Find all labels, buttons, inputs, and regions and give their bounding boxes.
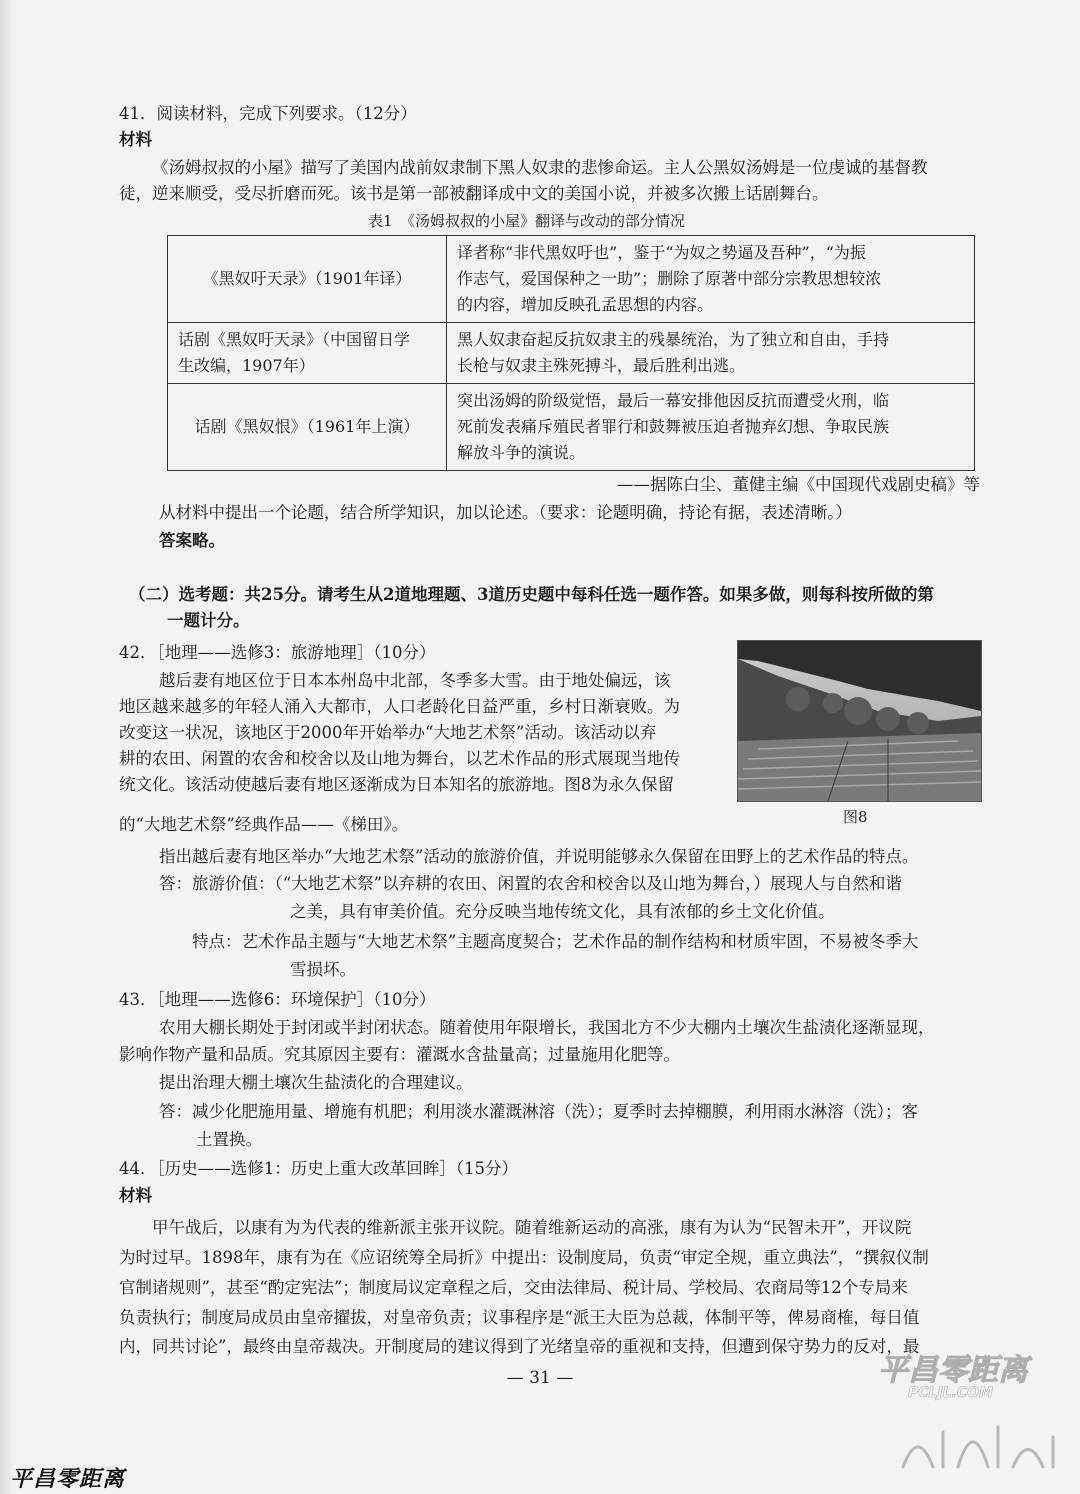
q42-paragraph-line: 地区越来越多的年轻人涌入大都市，人口老龄化日益严重，乡村日渐衰败。为 (119, 697, 680, 716)
table-cell-desc (447, 384, 975, 471)
q42-paragraph-line: 耕的农田、闲置的农舍和校舍以及山地为舞台，以艺术作品的形式展现当地传 (119, 749, 680, 768)
q42-title: 42．［地理——选修3：旅游地理］（10分） (119, 643, 436, 662)
q44-paragraph-line: 负责执行；制度局成员由皇帝擢拔，对皇帝负责；议事程序是“派王大臣为总裁，体制平等，俾易商榷，每日值 (119, 1308, 920, 1327)
table-cell-work: 话剧《黑奴恨》（1961年上演） (168, 384, 447, 471)
watermark-text-cn: 平昌零距离 (878, 1353, 1028, 1388)
desc-line: 突出汤姆的阶级觉悟，最后一幕安排他因反抗而遭受火刑，临 (457, 391, 890, 410)
q42-question: 指出越后妻有地区举办“大地艺术祭”活动的旅游价值，并说明能够永久保留在田野上的艺术作品的特点。 (159, 847, 919, 866)
q44-paragraph-line: 为时过早。1898年，康有为在《应诏统筹全局折》中提出：设制度局，负责“审定全规，重立典法”，“撰叙仪制 (119, 1248, 929, 1267)
table-cell-work (168, 323, 447, 384)
q41-material-label: 材料 (119, 130, 152, 149)
q43-title: 43．［地理——选修6：环境保护］（10分） (119, 990, 436, 1009)
section2-heading-cont: 一题计分。 (167, 611, 250, 630)
q41-answer: 答案略。 (159, 531, 225, 550)
desc-line: 作志气，爱国保种之一助”；删除了原著中部分宗教思想较浓 (457, 269, 882, 288)
q44-paragraph-line: 甲午战后，以康有为为代表的维新派主张开议院。随着维新运动的高涨，康有为认为“民智未开”，开议院 (152, 1218, 912, 1237)
desc-line: 黑人奴隶奋起反抗奴隶主的残暴统治，为了独立和自由，手持 (457, 330, 890, 349)
q43-answer-line: 土置换。 (196, 1130, 262, 1149)
section2-heading: （二）选考题：共25分。请考生从2道地理题、3道历史题中每科任选一题作答。如果多做，则每科按所做的第 (129, 585, 934, 604)
table-cell-work: 《黑奴吁天录》（1901年译） (168, 236, 447, 323)
desc-line: 死前发表痛斥殖民者罪行和鼓舞被压迫者抛弃幻想、争取民族 (457, 417, 890, 436)
table-cell-desc (447, 236, 975, 323)
work-line: 生改编，1907年） (178, 356, 315, 375)
q43-question: 提出治理大棚土壤次生盐渍化的合理建议。 (159, 1073, 473, 1092)
q41-requirement: 从材料中提出一个论题，结合所学知识，加以论述。（要求：论题明确，持论有据，表述清晰。） (159, 503, 852, 522)
table1 (167, 235, 975, 471)
q41-source: ——据陈白尘、董健主编《中国现代戏剧史稿》等 (617, 475, 980, 494)
q41-title: 41．阅读材料，完成下列要求。（12分） (119, 104, 417, 123)
figure-8-caption: 图8 (843, 808, 868, 826)
q42-answer-line: 雪损坏。 (290, 960, 356, 979)
q42-paragraph-line: 的“大地艺术祭”经典作品——《梯田》。 (119, 815, 409, 834)
q42-paragraph-line: 统文化。该活动使越后妻有地区逐渐成为日本知名的旅游地。图8为永久保留 (119, 775, 674, 794)
table1-caption: 表1 《汤姆叔叔的小屋》翻译与改动的部分情况 (368, 212, 686, 230)
table-row (168, 236, 975, 323)
work-line: 话剧《黑奴吁天录》（中国留日学 (178, 330, 411, 349)
desc-line: 的内容，增加反映孔孟思想的内容。 (457, 295, 714, 314)
watermark-logo (878, 1345, 1078, 1485)
q42-answer-line: 特点：艺术作品主题与“大地艺术祭”主题高度契合；艺术作品的制作结构和材质牢固，不易被冬季大 (192, 932, 919, 951)
watermark-skyline-icon (898, 1407, 1068, 1477)
figure-8-terraced-fields (737, 640, 982, 802)
watermark-text-en: PCLJL.COM (908, 1385, 994, 1401)
table-row (168, 323, 975, 384)
q44-paragraph-line: 官制诸规则”，甚至“酌定宪法”；制度局议定章程之后，交由法律局、税计局、学校局、农商局等12个专局来 (119, 1278, 908, 1297)
desc-line: 长枪与奴隶主殊死搏斗，最后胜利出逃。 (457, 356, 746, 375)
q41-paragraph-line: 徒，逆来顺受，受尽折磨而死。该书是第一部被翻译成中文的美国小说，并被多次搬上话剧舞台。 (119, 184, 829, 203)
q41-paragraph-line: 《汤姆叔叔的小屋》描写了美国内战前奴隶制下黑人奴隶的悲惨命运。主人公黑奴汤姆是一位虔诚的基督教 (152, 158, 928, 177)
table-row (168, 384, 975, 471)
q42-answer-line: 答：旅游价值：（“大地艺术祭”以弃耕的农田、闲置的农舍和校舍以及山地为舞台，）展现人与自然和谐 (159, 874, 902, 893)
q43-paragraph-line: 影响作物产量和品质。究其原因主要有：灌溉水含盐量高；过量施用化肥等。 (119, 1045, 680, 1064)
q42-paragraph-line: 越后妻有地区位于日本本州岛中北部，冬季多大雪。由于地处偏远，该 (159, 671, 671, 690)
q44-title: 44．［历史——选修1：历史上重大改革回眸］（15分） (119, 1159, 518, 1178)
terraced-fields-photo (738, 641, 981, 801)
q43-answer-line: 答：减少化肥施用量、增施有机肥；利用淡水灌溉淋溶（洗）；夏季时去掉棚膜，利用雨水淋溶（洗）；客 (159, 1102, 918, 1121)
desc-line: 解放斗争的演说。 (457, 443, 586, 462)
desc-line: 译者称“非代黑奴吁也”，鉴于“为奴之势逼及吾种”，“为振 (457, 243, 866, 262)
scan-edge-shadow (0, 0, 14, 1494)
q43-paragraph-line: 农用大棚长期处于封闭或半封闭状态。随着使用年限增长，我国北方不少大棚内土壤次生盐渍化逐渐显现， (159, 1018, 935, 1037)
watermark-bottom-left: 平昌零距离 (10, 1467, 126, 1492)
q44-paragraph-line: 内，同共讨论”，最终由皇帝裁决。开制度局的建议得到了光绪皇帝的重视和支持，但遭到保守势力的反对，最 (119, 1337, 920, 1356)
table-cell-desc (447, 323, 975, 384)
page-number: — 31 — (506, 1368, 574, 1388)
q42-paragraph-line: 改变这一状况，该地区于2000年开始举办“大地艺术祭”活动。该活动以弃 (119, 723, 657, 742)
q44-material-label: 材料 (119, 1186, 152, 1205)
q42-answer-line: 之美，具有审美价值。充分反映当地传统文化，具有浓郁的乡土文化价值。 (290, 902, 835, 921)
